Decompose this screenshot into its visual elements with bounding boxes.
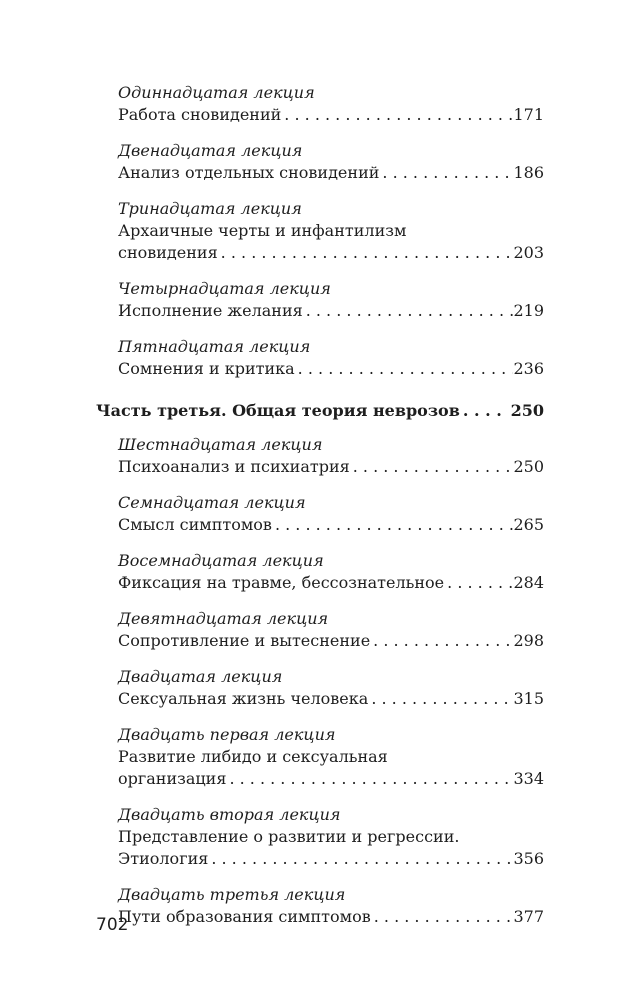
toc-entry — [118, 198, 544, 264]
toc-entry — [118, 608, 544, 652]
toc-entry — [118, 666, 544, 710]
dot-leader — [303, 300, 514, 322]
entry-page-number: 377 — [513, 907, 544, 926]
entry-title-row — [118, 848, 544, 870]
entry-title-row — [118, 514, 544, 536]
lecture-label: Девятнадцатая лекция — [118, 609, 329, 628]
dot-leader — [281, 104, 513, 126]
toc-entry — [118, 278, 544, 322]
entry-page-number: 186 — [513, 163, 544, 182]
entry-title-row — [118, 630, 544, 652]
entry-title-row — [118, 300, 544, 322]
toc-entry — [118, 724, 544, 790]
entry-title: Этиология — [118, 849, 209, 868]
entry-title-row — [118, 162, 544, 184]
lecture-label: Семнадцатая лекция — [118, 493, 306, 512]
entry-title: Сопротивление и вытеснение — [118, 631, 371, 650]
entry-page-number: 250 — [513, 457, 544, 476]
page-number: 702 — [96, 915, 129, 935]
part-page-number: 250 — [510, 401, 544, 420]
toc-entry — [118, 884, 544, 928]
dot-leader — [379, 162, 513, 184]
entry-title-row — [118, 358, 544, 380]
lecture-label: Шестнадцатая лекция — [118, 435, 323, 454]
dot-leader — [368, 688, 513, 710]
table-of-contents — [96, 82, 544, 942]
entry-title: сновидения — [118, 243, 218, 262]
part-title: Часть третья. Общая теория неврозов — [96, 401, 460, 420]
entry-title-row — [118, 768, 544, 790]
entry-title-row — [118, 572, 544, 594]
entry-page-number: 171 — [513, 105, 544, 124]
lecture-label: Двадцать третья лекция — [118, 885, 346, 904]
toc-group-part-three — [96, 434, 544, 928]
lecture-label: Двадцать вторая лекция — [118, 805, 341, 824]
entry-title: Исполнение желания — [118, 301, 303, 320]
toc-entry — [118, 550, 544, 594]
lecture-label: Пятнадцатая лекция — [118, 337, 311, 356]
entry-title-row — [118, 456, 544, 478]
lecture-label: Тринадцатая лекция — [118, 199, 302, 218]
dot-leader — [370, 630, 513, 652]
lecture-label: Двадцать первая лекция — [118, 725, 336, 744]
entry-title-line: Архаичные черты и инфантилизм — [118, 221, 407, 240]
toc-entry — [118, 336, 544, 380]
toc-part-heading — [96, 400, 544, 422]
dot-leader — [444, 572, 513, 594]
dot-leader — [295, 358, 514, 380]
entry-page-number: 356 — [513, 849, 544, 868]
entry-title-row — [118, 906, 544, 928]
entry-title-row — [118, 242, 544, 264]
entry-page-number: 315 — [513, 689, 544, 708]
entry-page-number: 298 — [513, 631, 544, 650]
entry-title: Пути образования симптомов — [118, 907, 371, 926]
entry-page-number: 203 — [513, 243, 544, 262]
entry-title: организация — [118, 769, 227, 788]
entry-title: Фиксация на травме, бессознательное — [118, 573, 445, 592]
lecture-label: Двенадцатая лекция — [118, 141, 303, 160]
dot-leader — [272, 514, 514, 536]
entry-page-number: 334 — [513, 769, 544, 788]
toc-group-part-two-tail — [96, 82, 544, 380]
entry-title: Сомнения и критика — [118, 359, 295, 378]
entry-title-line: Представление о развитии и регрессии. — [118, 827, 460, 846]
entry-title-row — [118, 104, 544, 126]
dot-leader — [350, 456, 514, 478]
toc-entry — [118, 82, 544, 126]
entry-title-line: Развитие либидо и сексуальная — [118, 747, 388, 766]
toc-entry — [118, 804, 544, 870]
dot-leader — [371, 906, 514, 928]
toc-entry — [118, 140, 544, 184]
dot-leader — [208, 848, 513, 870]
dot-leader — [226, 768, 513, 790]
entry-title: Работа сновидений — [118, 105, 282, 124]
entry-page-number: 236 — [513, 359, 544, 378]
lecture-label: Восемнадцатая лекция — [118, 551, 324, 570]
entry-page-number: 219 — [513, 301, 544, 320]
entry-page-number: 265 — [513, 515, 544, 534]
toc-entry — [118, 492, 544, 536]
lecture-label: Двадцатая лекция — [118, 667, 283, 686]
entry-page-number: 284 — [513, 573, 544, 592]
dot-leader — [460, 400, 507, 422]
entry-title: Смысл симптомов — [118, 515, 272, 534]
dot-leader — [218, 242, 514, 264]
entry-title: Сексуальная жизнь человека — [118, 689, 369, 708]
entry-title-row — [118, 688, 544, 710]
entry-title: Психоанализ и психиатрия — [118, 457, 350, 476]
entry-title: Анализ отдельных сновидений — [118, 163, 380, 182]
lecture-label: Четырнадцатая лекция — [118, 279, 331, 298]
lecture-label: Одиннадцатая лекция — [118, 83, 315, 102]
toc-entry — [118, 434, 544, 478]
